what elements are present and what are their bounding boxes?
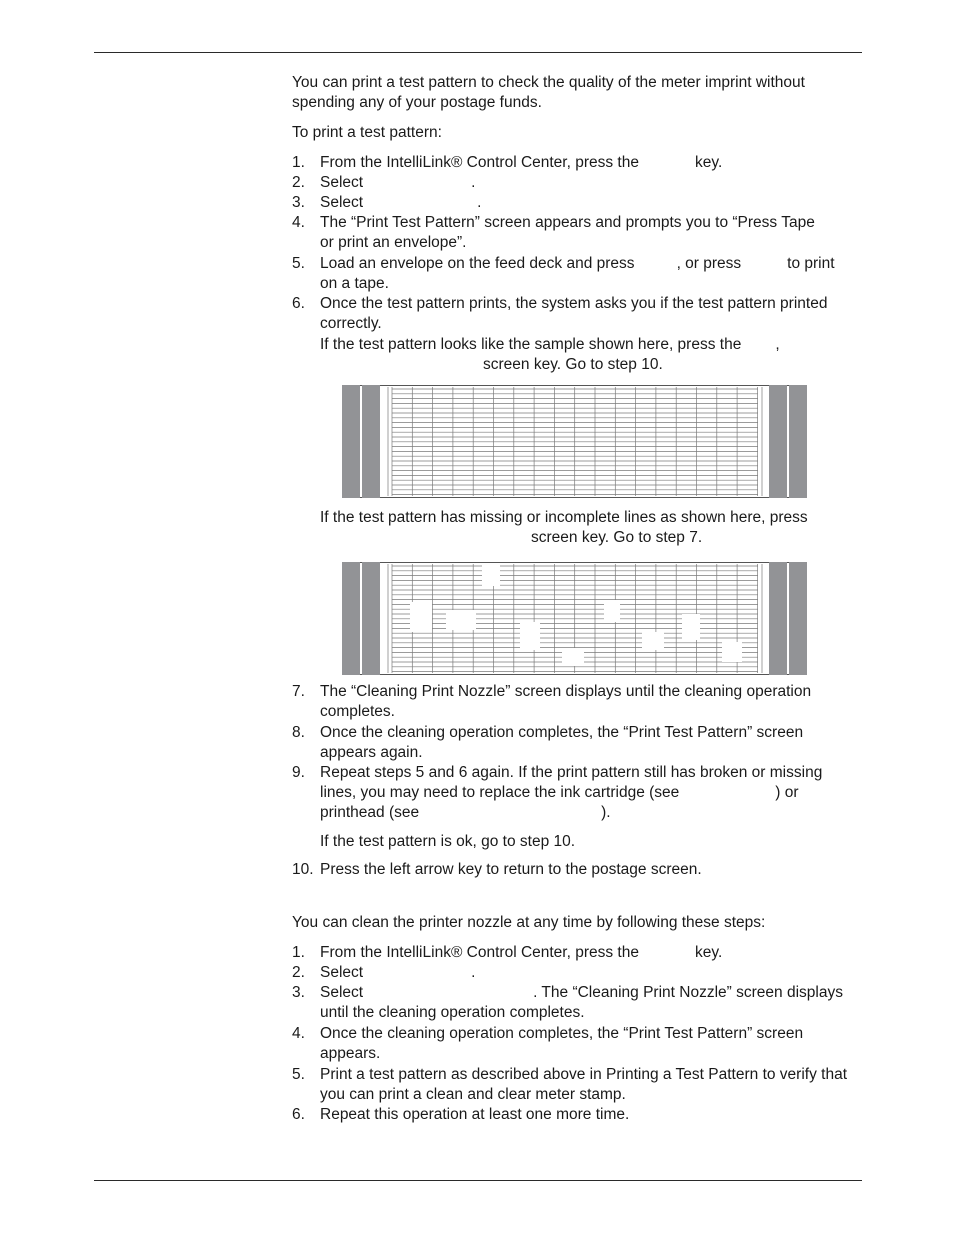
note-text: screen key. Go to step 7. — [531, 529, 703, 546]
step-text: Once the test pattern prints, the system asks you if the test pattern printed correctly. — [320, 295, 828, 332]
step-text: key. — [694, 154, 723, 171]
step-number: 2. — [292, 964, 305, 981]
step-number: 3. — [292, 194, 305, 211]
print-pattern-lead: To print a test pattern: — [292, 124, 442, 141]
pattern-missing-segment — [562, 648, 584, 666]
step-text: . — [471, 174, 476, 191]
note-text: , — [775, 336, 780, 353]
step-number: 2. — [292, 174, 305, 191]
step-text: Load an envelope on the feed deck and press — [320, 255, 635, 272]
step-text: key. — [694, 944, 723, 961]
step-number: 5. — [292, 1066, 305, 1083]
step-number: 1. — [292, 154, 305, 171]
intro-paragraph: You can print a test pattern to check the quality of the meter imprint without spending any of your postage funds. — [292, 74, 805, 111]
step-text: ) or printhead (see — [320, 784, 799, 821]
step-number: 3. — [292, 984, 305, 1001]
step-text: Select — [320, 174, 364, 191]
step-number: 6. — [292, 295, 305, 312]
step-number: 9. — [292, 764, 305, 781]
step-text: Print a test pattern as described above in Printing a Test Pattern to verify that you can print a clean and clear meter stamp. — [320, 1066, 847, 1103]
step-number: 1. — [292, 944, 305, 961]
step-text: Select — [320, 194, 364, 211]
note-text: screen key. Go to step 10. — [483, 356, 663, 373]
step-text: From the IntelliLink® Control Center, press the — [320, 944, 639, 961]
top-rule — [94, 52, 862, 53]
step-number: 5. — [292, 255, 305, 272]
pattern-side-bar — [362, 385, 380, 498]
note-text: If the test pattern has missing or incomplete lines as shown here, press — [320, 509, 808, 526]
step-text: From the IntelliLink® Control Center, press the — [320, 154, 639, 171]
pattern-missing-segment — [410, 602, 432, 632]
step-text: Select — [320, 964, 364, 981]
pattern-side-bar — [362, 562, 380, 675]
pattern-missing-segment — [642, 632, 664, 650]
pattern-missing-segment — [682, 614, 700, 640]
step-number: 8. — [292, 724, 305, 741]
step-text: Repeat steps 5 and 6 again. If the print pattern still has broken or missing lines, you may need to replace the ink cartridge (see — [320, 764, 823, 801]
pattern-side-bar — [342, 562, 360, 675]
step-text: , or press — [676, 255, 742, 272]
step-text: Repeat this operation at least one more time. — [320, 1106, 630, 1123]
step-text: to print on a tape. — [320, 255, 835, 292]
bottom-rule — [94, 1180, 862, 1181]
pattern-side-bar — [769, 562, 787, 675]
step-number: 10. — [292, 861, 314, 878]
pattern-missing-segment — [520, 622, 540, 650]
step-text: Select — [320, 984, 364, 1001]
pattern-missing-segment — [446, 610, 476, 630]
pattern-missing-segment — [482, 564, 500, 586]
step-number: 7. — [292, 683, 305, 700]
step-text: . The “Cleaning Print Nozzle” screen displays until the cleaning operation completes. — [320, 984, 843, 1021]
pattern-side-bar — [789, 385, 807, 498]
pattern-side-bar — [342, 385, 360, 498]
step-text: Press the left arrow key to return to the postage screen. — [320, 861, 702, 878]
step-text: Once the cleaning operation completes, the “Print Test Pattern” screen appears again. — [320, 724, 804, 761]
pattern-missing-segment — [722, 642, 742, 662]
step-number: 4. — [292, 214, 305, 231]
step-text: ). — [601, 804, 611, 821]
note-text: If the test pattern is ok, go to step 10. — [320, 833, 576, 850]
step-number: 6. — [292, 1106, 305, 1123]
step-text: Once the cleaning operation completes, the “Print Test Pattern” screen appears. — [320, 1025, 804, 1062]
pattern-grid — [342, 385, 807, 498]
pattern-side-bar — [769, 385, 787, 498]
step-text: . — [477, 194, 482, 211]
defective-test-pattern-image — [342, 562, 807, 675]
step-text: The “Print Test Pattern” screen appears and prompts you to “Press Tape or print an envelope”. — [320, 214, 815, 251]
good-test-pattern-image — [342, 385, 807, 498]
pattern-missing-segment — [604, 600, 620, 622]
note-text: If the test pattern looks like the sample shown here, press the — [320, 336, 742, 353]
clean-intro-paragraph: You can clean the printer nozzle at any time by following these steps: — [292, 914, 766, 931]
step-text: The “Cleaning Print Nozzle” screen displays until the cleaning operation completes. — [320, 683, 812, 720]
pattern-side-bar — [789, 562, 807, 675]
step-text: . — [471, 964, 476, 981]
step-number: 4. — [292, 1025, 305, 1042]
pattern-grid — [342, 562, 807, 675]
